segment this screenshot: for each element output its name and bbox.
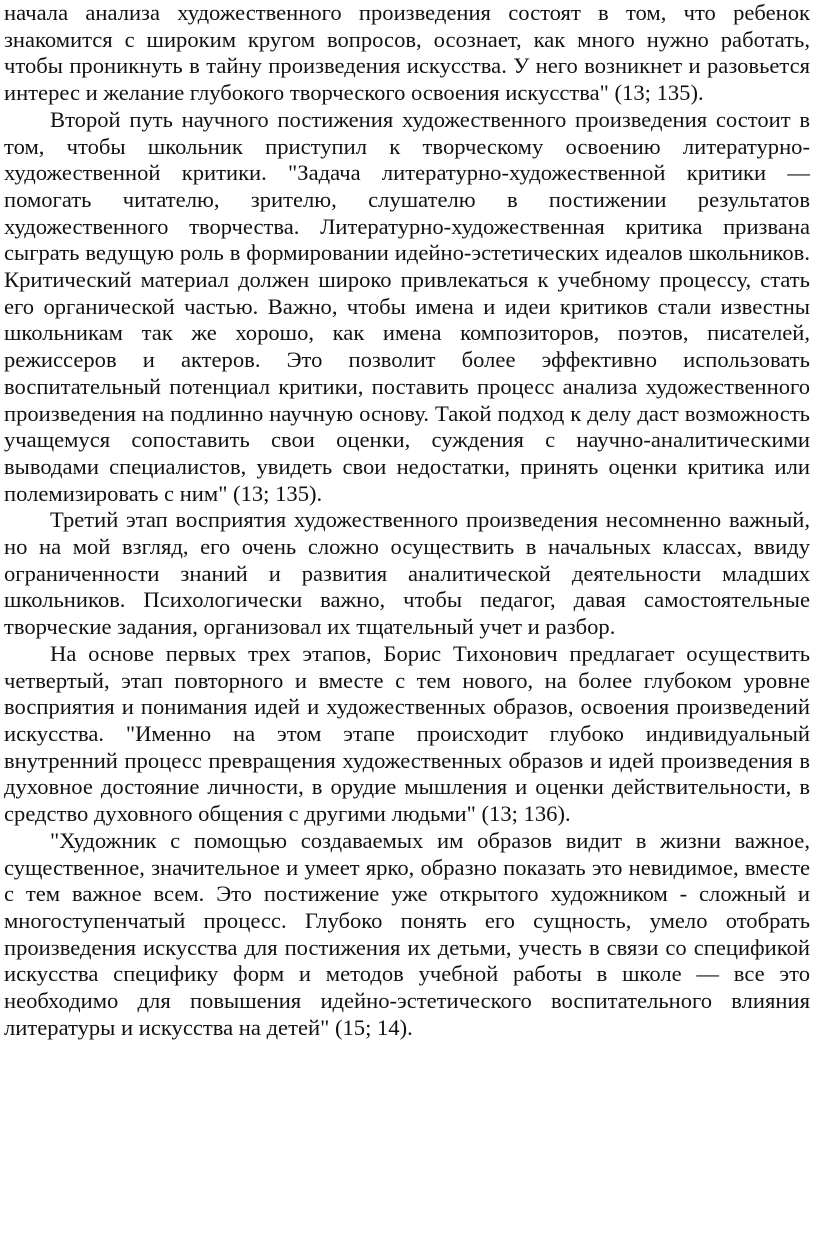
paragraph-5: "Художник с помощью создаваемых им образов видит в жизни важное, существенное, значительное и умеет ярко, образно показать это невидимое, вместе с тем важное всем. Это постижение уже открытого художником - сложный и многоступенчатый процесс. Глубоко понять его сущность, умело отобрать произведения искусства для постижения их детьми, учесть в связи со спецификой искусства специфику форм и методов учебной работы в школе — все это необходимо для повышения идейно-эстетического воспитательного влияния литературы и искусства на детей" (15; 14). bbox=[4, 827, 810, 1040]
paragraph-4: На основе первых трех этапов, Борис Тихонович предлагает осуществить четвертый, этап повторного и вместе с тем нового, на более глубоком уровне восприятия и понимания идей и художественных образов, освоения произведений искусства. "Именно на этом этапе происходит глубоко индивидуальный внутренний процесс превращения художественных образов и идей произведения в духовное достояние личности, в орудие мышления и оценки действительности, в средство духовного общения с другими людьми" (13; 136). bbox=[4, 640, 810, 827]
paragraph-1: начала анализа художественного произведения состоят в том, что ребенок знакомится с широким кругом вопросов, осознает, как много нужно работать, чтобы проникнуть в тайну произведения искусства. У него возникнет и разовьется интерес и желание глубокого творческого освоения искусства" (13; 135). bbox=[4, 0, 810, 106]
paragraph-3: Третий этап восприятия художественного произведения несомненно важный, но на мой взгляд, его очень сложно осуществить в начальных классах, ввиду ограниченности знаний и развития аналитической деятельности младших школьников. Психологически важно, чтобы педагог, давая самостоятельные творческие задания, организовал их тщательный учет и разбор. bbox=[4, 507, 810, 640]
paragraph-2: Второй путь научного постижения художественного произведения состоит в том, чтобы школьник приступил к творческому освоению литературно-художественной критики. "Задача литературно-художественной критики — помогать читателю, зрителю, слушателю в постижении результатов художественного творчества. Литературно-художественная критика призвана сыграть ведущую роль в формировании идейно-эстетических идеалов школьников. Критический материал должен широко привлекаться к учебному процессу, стать его органической частью. Важно, чтобы имена и идеи критиков стали известны школьникам так же хорошо, как имена композиторов, поэтов, писателей, режиссеров и актеров. Это позволит более эффективно использовать воспитательный потенциал критики, поставить процесс анализа художественного произведения на подлинно научную основу. Такой подход к делу даст возможность учащемуся сопоставить свои оценки, суждения с научно-аналитическими выводами специалистов, увидеть свои недостатки, принять оценки критика или полемизировать с ним" (13; 135). bbox=[4, 106, 810, 506]
